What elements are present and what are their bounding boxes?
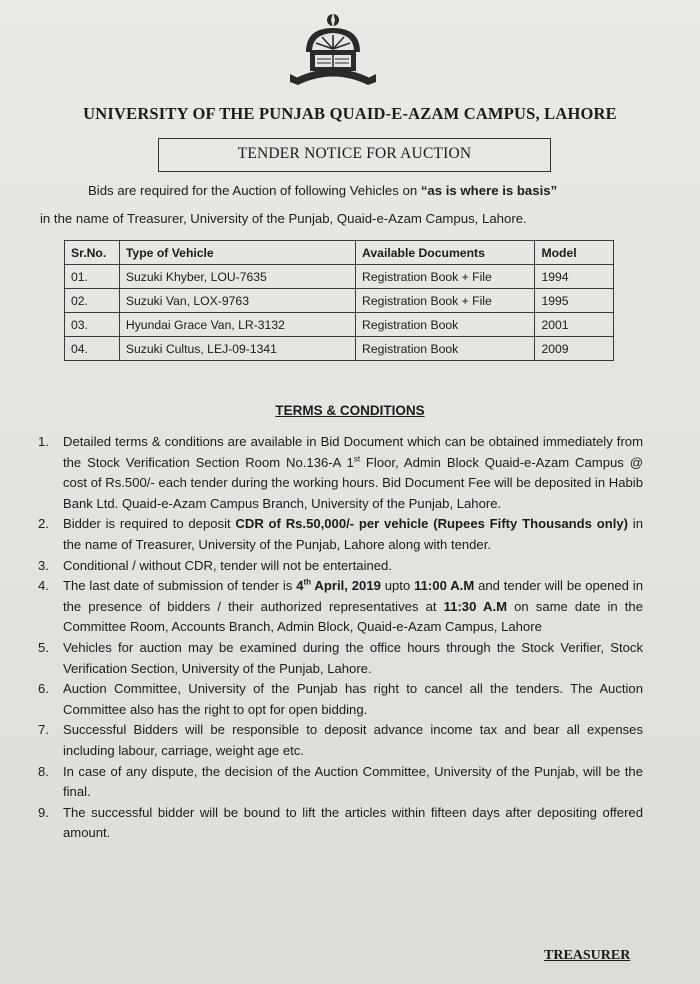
cell-vehicle: Suzuki Van, LOX-9763 (119, 289, 355, 313)
cell-vehicle: Suzuki Khyber, LOU-7635 (119, 265, 355, 289)
term-superscript: st (353, 454, 361, 464)
cell-documents: Registration Book (356, 337, 535, 361)
cell-sr-no: 03. (65, 313, 120, 337)
term-number: 3. (38, 557, 49, 573)
notice-title: TENDER NOTICE FOR AUCTION (237, 145, 472, 162)
term-text: Successful Bidders will be responsible to deposit advance income tax and bear all expenses including labour, carriage, weight age etc. (63, 722, 643, 758)
intro-text: Bids are required for the Auction of following Vehicles on (88, 183, 421, 198)
term-item-4 (38, 576, 643, 638)
cell-documents: Registration Book + File (356, 289, 535, 313)
term-text: Bidder is required to deposit (63, 516, 236, 532)
vehicles-table (64, 240, 614, 361)
term-text: Detailed terms & conditions are available in Bid Document which can be obtained immediately from the Stock Verification Section Room No.136-A 1 (63, 434, 643, 470)
intro-line-2: in the name of Treasurer, University of the Punjab, Quaid-e-Azam Campus, Lahore. (40, 211, 527, 226)
term-number: 2. (38, 516, 49, 532)
term-number: 5. (38, 639, 49, 655)
term-number: 6. (38, 681, 49, 697)
header-model: Model (535, 241, 614, 265)
term-item-9 (38, 803, 643, 844)
cell-model: 1995 (535, 289, 614, 313)
cell-sr-no: 04. (65, 337, 120, 361)
term-item-3 (38, 556, 643, 577)
cell-model: 2009 (535, 337, 614, 361)
cell-vehicle: Hyundai Grace Van, LR-3132 (119, 313, 355, 337)
term-time-bold: 11:30 A.M (443, 598, 507, 614)
term-item-5 (38, 638, 643, 679)
term-number: 4. (38, 578, 49, 594)
intro-paragraph (40, 177, 650, 233)
term-text: upto (380, 578, 415, 594)
term-text: In case of any dispute, the decision of the Auction Committee, University of the Punjab, will be the final. (63, 763, 643, 800)
term-text: Vehicles for auction may be examined during the office hours through the Stock Verifier, Stock Verification Section, University of the Punjab, Lahore. (63, 639, 643, 676)
term-date-day: 4 (296, 578, 304, 594)
university-title: UNIVERSITY OF THE PUNJAB QUAID-E-AZAM CAMPUS, LAHORE (83, 104, 617, 123)
term-text: and tender will be opened in the presence of bidders / their authorized representatives at (63, 578, 643, 614)
cell-documents: Registration Book + File (356, 265, 535, 289)
notice-title-box (158, 138, 551, 172)
treasurer-signature: TREASURER (544, 948, 631, 963)
table-row (65, 337, 614, 361)
intro-basis-bold: “as is where is basis” (420, 183, 558, 198)
cell-sr-no: 01. (65, 265, 120, 289)
table-row (65, 289, 614, 313)
cell-model: 2001 (535, 313, 614, 337)
term-text: Auction Committee, University of the Punjab has right to cancel all the tenders. The Auction Committee also has the right to opt for open bidding. (63, 681, 643, 717)
term-item-1 (38, 432, 643, 514)
cell-documents: Registration Book (356, 313, 535, 337)
header-sr-no: Sr.No. (65, 241, 120, 265)
intro-line-1 (40, 177, 650, 205)
term-date-bold (296, 578, 381, 593)
header-type-of-vehicle: Type of Vehicle (119, 241, 355, 265)
term-text: The successful bidder will be bound to lift the articles within fifteen days after depositing offered amount. (63, 804, 643, 841)
table-row (65, 265, 614, 289)
term-text: Conditional / without CDR, tender will not be entertained. (63, 557, 392, 573)
term-text: on same date in the Committee Room, Accounts Branch, Admin Block, Quaid-e-Azam Campus, Lahore (63, 598, 643, 635)
cell-sr-no: 02. (65, 289, 120, 313)
term-number: 9. (38, 804, 49, 820)
term-text: Floor, Admin Block Quaid-e-Azam Campus @ cost of Rs.500/- each tender during the working hours. Bid Document Fee will be deposited in Habib Bank Ltd. Quaid-e-Azam Campus Branch, University of the Punjab, Lahore. (63, 454, 643, 511)
term-item-7 (38, 720, 643, 761)
terms-heading: TERMS & CONDITIONS (275, 403, 425, 418)
university-crest-logo (286, 8, 380, 88)
terms-list (38, 432, 643, 844)
term-number: 8. (38, 763, 49, 779)
term-date-rest: April, 2019 (311, 578, 381, 594)
cell-vehicle: Suzuki Cultus, LEJ-09-1341 (119, 337, 355, 361)
term-number: 1. (38, 434, 49, 449)
term-text: The last date of submission of tender is (63, 578, 297, 594)
term-cdr-bold: CDR of Rs.50,000/- per vehicle (Rupees Fifty Thousands only) (235, 516, 628, 532)
table-header-row (65, 241, 614, 265)
header-available-documents: Available Documents (356, 241, 535, 265)
term-item-6 (38, 679, 643, 720)
term-item-8 (38, 762, 643, 803)
table-row (65, 313, 614, 337)
term-item-2 (38, 514, 643, 555)
term-time-bold: 11:00 A.M (414, 578, 475, 594)
term-superscript: th (303, 577, 312, 587)
cell-model: 1994 (535, 265, 614, 289)
term-text: in the name of Treasurer, University of the Punjab, Lahore along with tender. (63, 516, 643, 552)
term-number: 7. (38, 722, 49, 738)
